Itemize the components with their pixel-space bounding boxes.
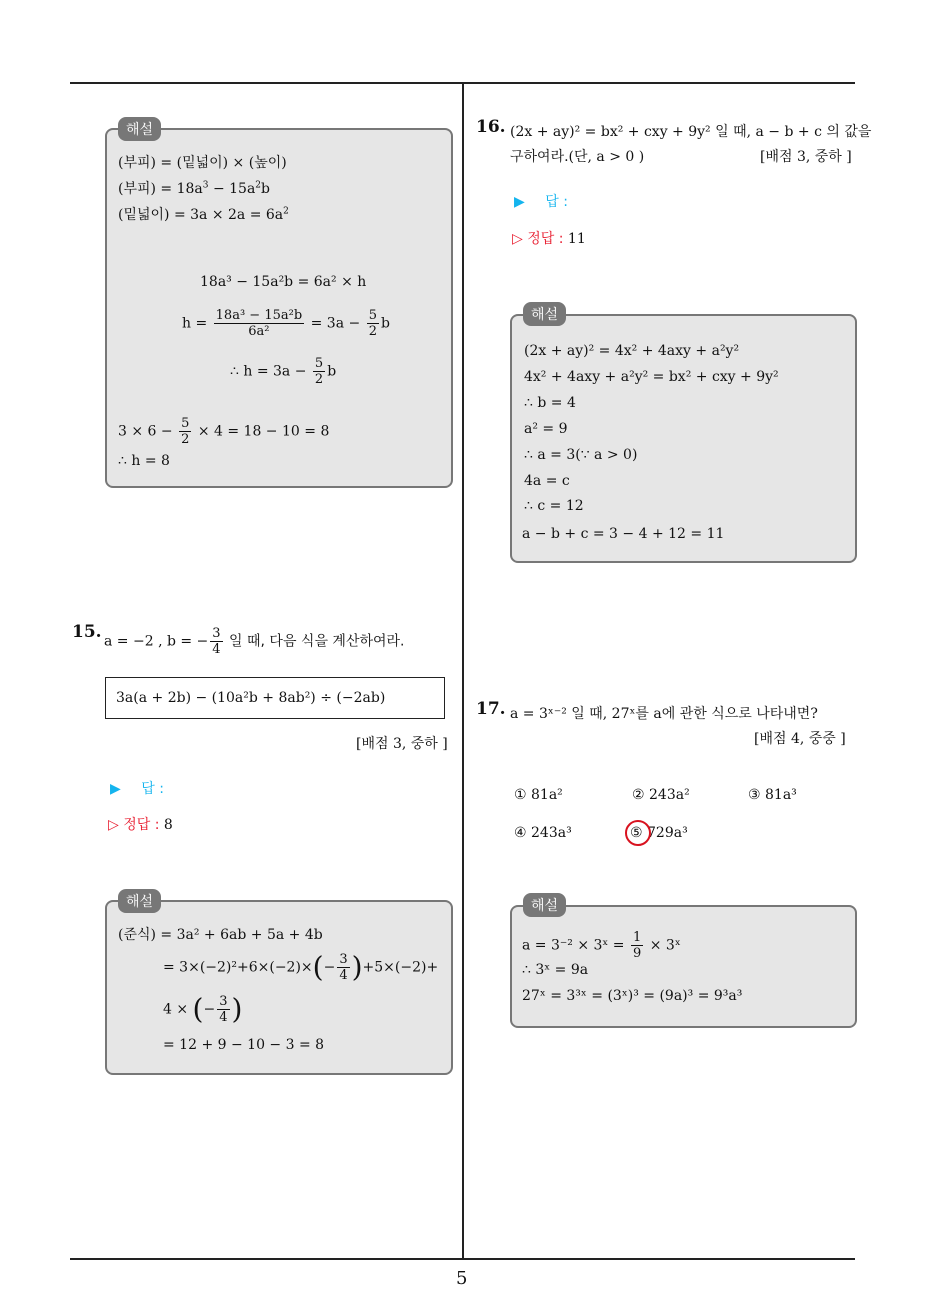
q15-correct-row: ▷ 정답 : 8 — [108, 817, 173, 833]
exp16-line-7: ∴ c = 12 — [524, 498, 584, 514]
q16-difficulty: [배점 3, 중하 ] — [760, 149, 852, 165]
q16-prompt-line-1: (2x + ay)² = bx² + cxy + 9y² 일 때, a − b + c 의 값을 — [510, 124, 872, 140]
exp14-eq-5: ∴ h = 8 — [118, 453, 170, 469]
q17-prompt: a = 3ˣ⁻² 일 때, 27ˣ를 a에 관한 식으로 나타내면? — [510, 706, 818, 722]
q16-correct-row: ▷ 정답 : 11 — [512, 231, 586, 247]
exp14-line-1: (부피) = (밑넓이) × (높이) — [118, 155, 287, 171]
answer-circle-mark — [625, 820, 651, 846]
q17-choice-3[interactable]: ③ 81a³ — [748, 787, 797, 803]
play-icon: ▶ — [110, 781, 121, 797]
exp17-line-3: 27ˣ = 3³ˣ = (3ˣ)³ = (9a)³ = 9³a³ — [522, 988, 743, 1004]
exp16-line-5: ∴ a = 3(∵ a > 0) — [524, 447, 638, 463]
exp17-line-2: ∴ 3ˣ = 9a — [522, 962, 589, 978]
exp17-line-1: a = 3⁻² × 3ˣ = $\frac{1}{9}$ × 3ˣ — [522, 930, 681, 961]
exp14-line-3: (밑넓이) = $3a \times 2a = 6a^2$ — [118, 206, 289, 223]
bottom-rule — [70, 1258, 855, 1260]
exp16-line-6: 4a = c — [524, 473, 570, 489]
q15-prompt: a = −2 , b = − $\frac{3}{4}$ 일 때, 다음 식을 계산하여라. — [104, 626, 405, 657]
exp15-line-2: = 3×(−2)²+6×(−2)×(− $\frac{3}{4}$ )+5×(−2)+ — [163, 950, 439, 984]
exp14-eq-4: 3 × 6 − $\frac{5}{2}$ × 4 = 18 − 10 = 8 — [118, 416, 330, 447]
explanation-tag: 해설 — [118, 889, 161, 913]
explanation-tag: 해설 — [523, 893, 566, 917]
question-number-17: 17. — [476, 699, 506, 719]
q17-choice-4[interactable]: ④ 243a³ — [514, 825, 572, 841]
question-number-15: 15. — [72, 622, 102, 642]
exp14-eq-3: ∴ h = 3a − $\frac{5}{2}$ b — [230, 356, 337, 387]
play-icon: ▶ — [514, 194, 525, 210]
exp15-line-4: = 12 + 9 − 10 − 3 = 8 — [163, 1037, 325, 1053]
page-number: 5 — [456, 1268, 468, 1289]
exp15-line-1: (준식) = 3a² + 6ab + 5a + 4b — [118, 927, 323, 943]
explanation-tag: 해설 — [523, 302, 566, 326]
q16-answer-row: ▶ 답 : — [514, 194, 568, 210]
outline-play-icon: ▷ — [512, 231, 523, 247]
q17-choice-2[interactable]: ② 243a² — [632, 787, 690, 803]
q17-difficulty: [배점 4, 중중 ] — [754, 731, 846, 747]
exp16-line-8: a − b + c = 3 − 4 + 12 = 11 — [522, 526, 725, 542]
exp16-line-1: (2x + ay)² = 4x² + 4axy + a²y² — [524, 343, 740, 359]
exp14-line-2: (부피) = $18a^3 - 15a^2b$ — [118, 180, 270, 197]
exp16-line-3: ∴ b = 4 — [524, 395, 576, 411]
q15-difficulty: [배점 3, 중하 ] — [356, 736, 448, 752]
explanation-tag: 해설 — [118, 117, 161, 141]
exp14-eq-2: h = $\frac{\text{18a³ − 15a²b}}{\text{6a²}}$ = 3a − $\frac{5}{2}$ b — [182, 308, 390, 339]
exp16-line-2: 4x² + 4axy + a²y² = bx² + cxy + 9y² — [524, 369, 779, 385]
q16-prompt-line-2: 구하여라.(단, a > 0 ) — [510, 149, 645, 165]
q17-choice-1[interactable]: ① 81a² — [514, 787, 563, 803]
exp16-line-4: a² = 9 — [524, 421, 568, 437]
outline-play-icon: ▷ — [108, 817, 119, 833]
column-divider — [462, 84, 464, 1259]
exp14-eq-1: 18a³ − 15a²b = 6a² × h — [200, 274, 367, 290]
q15-expression: 3a(a + 2b) − (10a²b + 8ab²) ÷ (−2ab) — [116, 690, 386, 706]
question-number-16: 16. — [476, 117, 506, 137]
q17-choice-5[interactable]: ⑤ 729a³ — [630, 825, 688, 841]
exp15-line-3: 4 × (− $\frac{3}{4}$ ) — [163, 992, 243, 1026]
q15-answer-row: ▶ 답 : — [110, 781, 164, 797]
